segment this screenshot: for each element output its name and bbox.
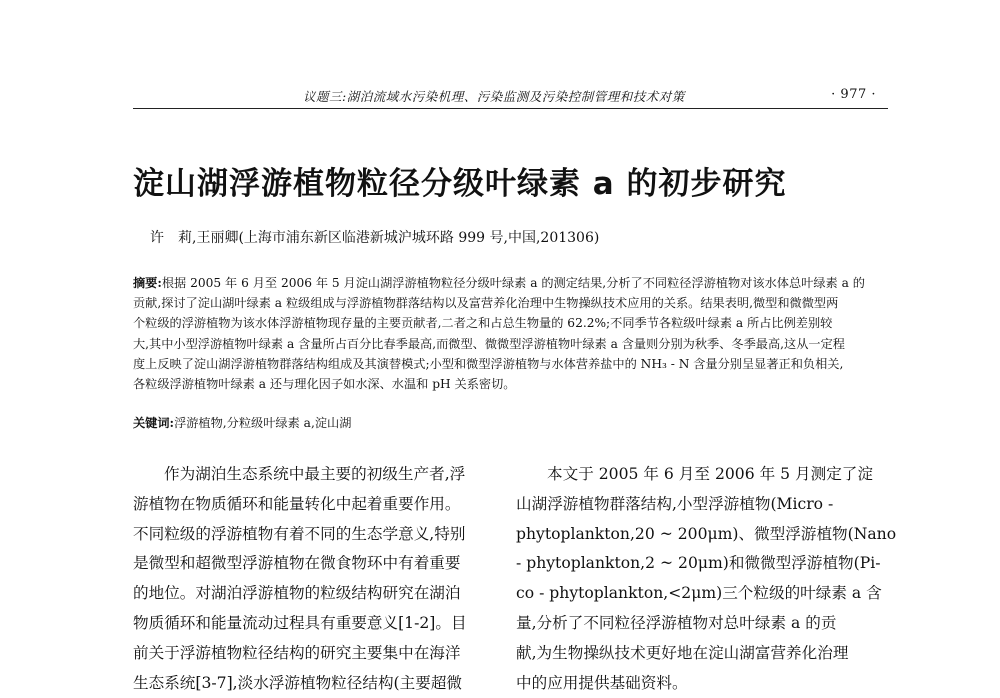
keywords-text: 浮游植物,分粒级叶绿素 a,淀山湖 [174, 416, 352, 430]
body-line: 游植物在物质循环和能量转化中起着重要作用。 [133, 494, 461, 513]
body-line: 作为湖泊生态系统中最主要的初级生产者,浮 [164, 465, 466, 483]
body-line: 中的应用提供基础资料。 [516, 673, 688, 692]
abstract-line: 大,其中小型浮游植物叶绿素 a 含量所占百分比春季最高,而微型、微微型浮游植物叶绿素 a 含量则分别为秋季、冬季最高,这从一定程 [133, 336, 845, 351]
body-column-left [133, 460, 501, 698]
keywords-label: 关键词: [133, 416, 175, 430]
abstract-line: 贡献,探讨了淀山湖叶绿素 a 粒级组成与浮游植物群落结构以及富营养化治理中生物操纵技术应用的关系。结果表明,微型和微微型两 [133, 296, 839, 311]
paper-title: 淀山湖浮游植物粒径分级叶绿素 a 的初步研究 [133, 166, 787, 202]
body-line: co - phytoplankton,<2μm)三个粒级的叶绿素 a 含 [516, 584, 882, 603]
page-number: · 977 · [831, 87, 876, 102]
body-line: - phytoplankton,2 ~ 20μm)和微微型浮游植物(Pi- [516, 554, 881, 573]
authors-affiliation: 许 莉,王丽卿(上海市浦东新区临港新城沪城环路 999 号,中国,201306) [150, 230, 600, 246]
abstract-label: 摘要: [133, 276, 162, 290]
body-line: 不同粒级的浮游植物有着不同的生态学意义,特别 [133, 524, 466, 543]
body-column-right [516, 460, 897, 698]
running-header [133, 82, 888, 109]
body-line: 献,为生物操纵技术更好地在淀山湖富营养化治理 [516, 643, 849, 662]
abstract-line: 各粒级浮游植物叶绿素 a 还与理化因子如水深、水温和 pH 关系密切。 [133, 377, 516, 392]
abstract-line: 个粒级的浮游植物为该水体浮游植物现存量的主要贡献者,二者之和占总生物量的 62.2%;不同季节各粒级叶绿素 a 所占比例差别较 [133, 316, 833, 331]
keywords [133, 414, 351, 431]
body-line: 本文于 2005 年 6 月至 2006 年 5 月测定了淀 [547, 465, 873, 483]
header-series-title: 议题三:湖泊流域水污染机理、污染监测及污染控制管理和技术对策 [303, 89, 685, 104]
body-line: 山湖浮游植物群落结构,小型浮游植物(Micro - [516, 494, 834, 513]
body-line: 的地位。对湖泊浮游植物的粒级结构研究在湖泊 [133, 584, 461, 603]
body-line: 前关于浮游植物粒径结构的研究主要集中在海洋 [133, 643, 461, 662]
body-line: 物质循环和能量流动过程具有重要意义[1-2]。目 [133, 613, 467, 632]
abstract-line-text: 根据 2005 年 6 月至 2006 年 5 月淀山湖浮游植物粒径分级叶绿素 a 的测定结果,分析了不同粒径浮游植物对该水体总叶绿素 a 的 [161, 276, 865, 290]
body-line: 生态系统[3-7],淡水浮游植物粒径结构(主要超微 [133, 673, 463, 692]
body-line: 量,分析了不同粒径浮游植物对总叶绿素 a 的贡 [516, 613, 837, 632]
body-line: 是微型和超微型浮游植物在微食物环中有着重要 [133, 554, 461, 573]
abstract-line: 度上反映了淀山湖浮游植物群落结构组成及其演替模式;小型和微型浮游植物与水体营养盐中的 NH₃ - N 含量分别呈显著正和负相关, [133, 356, 844, 371]
body-line: phytoplankton,20 ~ 200μm)、微型浮游植物(Nano [516, 524, 897, 543]
abstract-line [133, 273, 885, 293]
abstract [133, 273, 885, 394]
